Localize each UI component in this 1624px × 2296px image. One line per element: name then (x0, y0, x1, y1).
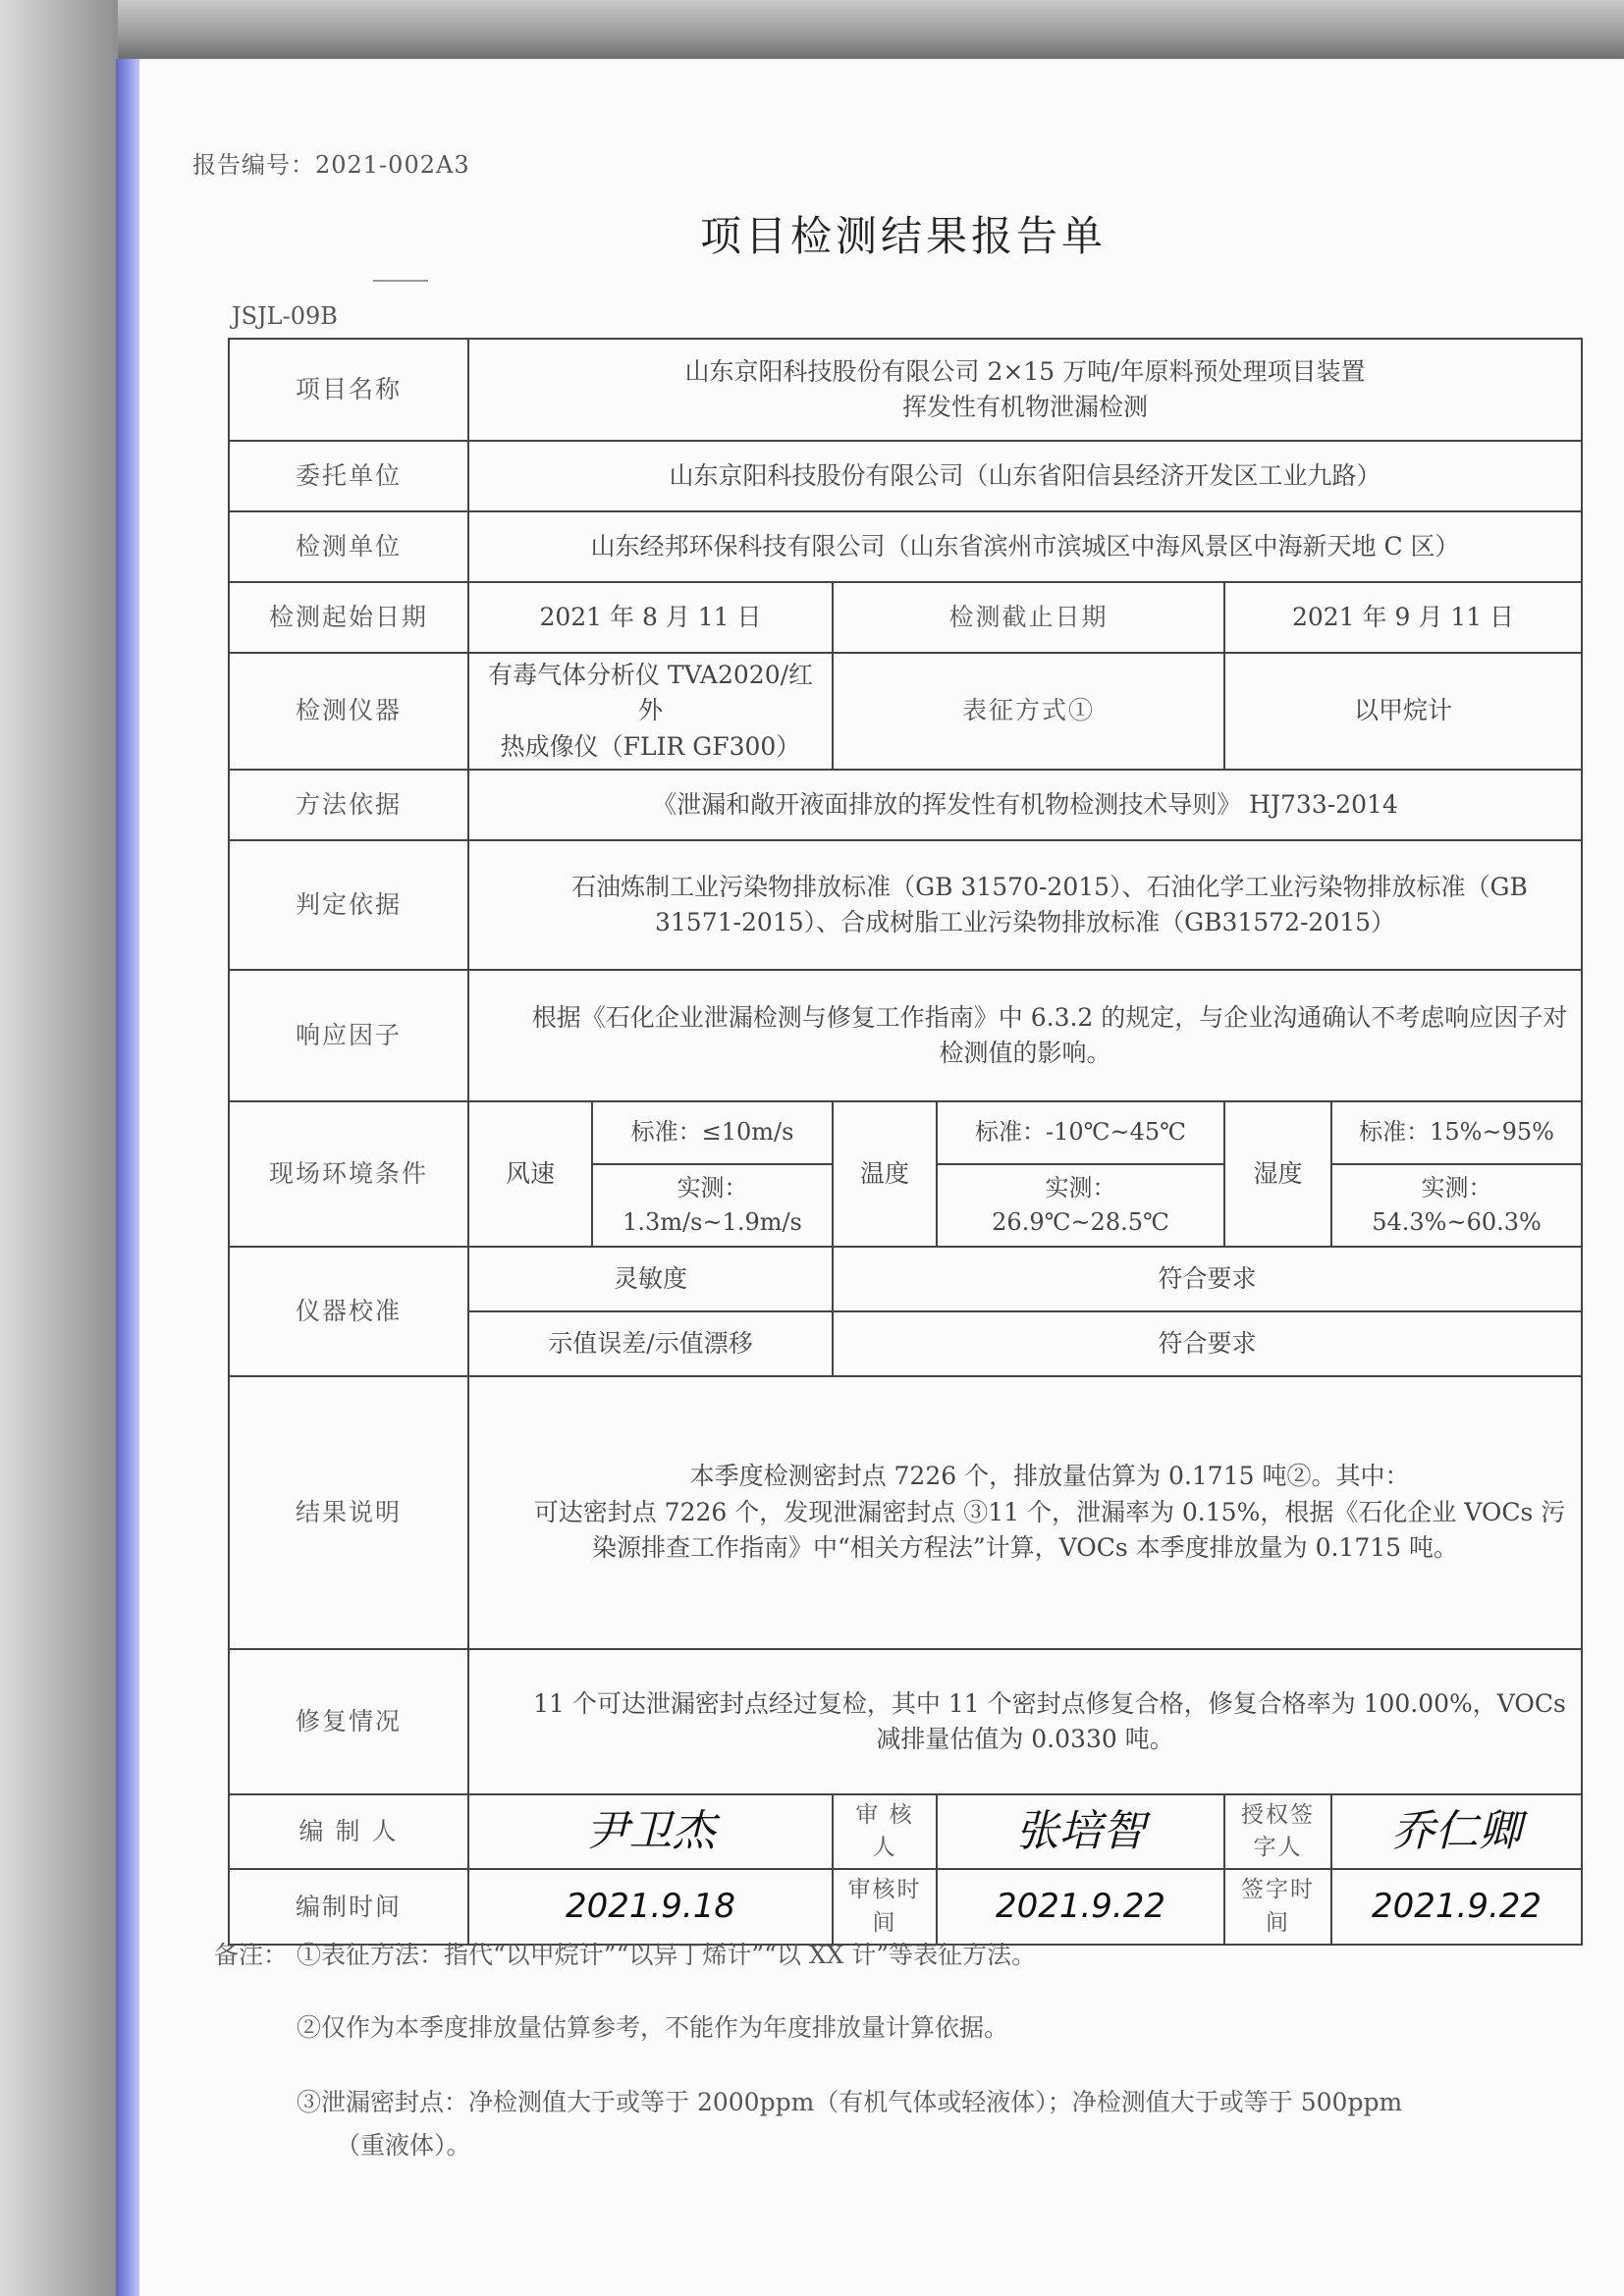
label-client: 委托单位 (229, 441, 468, 511)
scan-left-shadow (0, 0, 118, 2296)
signature-reviewer: 张培智 (937, 1794, 1224, 1870)
label-sign-time: 签字时间 (1224, 1869, 1331, 1945)
prepared-time: 2021.9.18 (468, 1869, 833, 1945)
humidity-standard: 标准：15%~95% (1331, 1101, 1582, 1164)
label-prepared-by: 编 制 人 (229, 1794, 468, 1870)
label-environment: 现场环境条件 (229, 1101, 468, 1247)
row-repair (229, 1649, 1582, 1794)
value-start-date: 2021 年 8 月 11 日 (468, 582, 833, 653)
sign-time: 2021.9.22 (1331, 1869, 1582, 1945)
note-3: ③泄漏密封点：净检测值大于或等于 2000ppm（有机气体或轻液体）；净检测值大于或等于 500ppm (297, 2088, 1403, 2116)
signature-authorized: 乔仁卿 (1331, 1794, 1582, 1870)
wind-standard: 标准：≤10m/s (592, 1101, 833, 1164)
label-tester: 检测单位 (229, 511, 468, 582)
label-humidity: 湿度 (1224, 1101, 1331, 1247)
label-method: 方法依据 (229, 770, 468, 840)
value-repair: 11 个可达泄漏密封点经过复检，其中 11 个密封点修复合格，修复合格率为 100.00%，VOCs 减排量估值为 0.0330 吨。 (468, 1649, 1582, 1794)
row-calibration-1 (229, 1247, 1582, 1311)
label-criteria: 判定依据 (229, 840, 468, 970)
label-calibration: 仪器校准 (229, 1247, 468, 1376)
note-1: ①表征方法：指代“以甲烷计”“以异丁烯计”“以 XX 计”等表征方法。 (297, 1941, 1037, 1969)
note-3-cont: （重液体）。 (336, 2131, 471, 2160)
label-response-factor: 响应因子 (229, 970, 468, 1101)
label-repair: 修复情况 (229, 1649, 468, 1794)
label-temperature: 温度 (833, 1101, 937, 1247)
value-characterization: 以甲烷计 (1224, 653, 1582, 770)
result-table (228, 338, 1583, 1946)
humidity-measured: 实测： 54.3%~60.3% (1331, 1164, 1582, 1247)
form-code: JSJL-09B (232, 302, 338, 330)
value-tester: 山东经邦环保科技有限公司（山东省滨州市滨城区中海风景区中海新天地 C 区） (468, 511, 1582, 582)
label-end-date: 检测截止日期 (833, 582, 1224, 653)
row-environment-standard (229, 1101, 1582, 1164)
binder-edge (116, 59, 139, 2296)
row-project-name (229, 339, 1582, 441)
review-time: 2021.9.22 (937, 1869, 1224, 1945)
temperature-standard: 标准：-10℃~45℃ (937, 1101, 1224, 1164)
scan-top-shadow (0, 0, 1624, 59)
label-result: 结果说明 (229, 1376, 468, 1649)
label-project-name: 项目名称 (229, 339, 468, 441)
notes-prefix: 备注： (214, 1941, 289, 1969)
temperature-measured: 实测： 26.9℃~28.5℃ (937, 1164, 1224, 1247)
label-authorized: 授权签字人 (1224, 1794, 1331, 1870)
note-2: ②仅作为本季度排放量估算参考，不能作为年度排放量计算依据。 (297, 2013, 1009, 2042)
wind-measured: 实测： 1.3m/s~1.9m/s (592, 1164, 833, 1247)
row-response-factor (229, 970, 1582, 1101)
page-title: 项目检测结果报告单 (699, 212, 1107, 260)
calibration-item-sensitivity: 灵敏度 (468, 1247, 833, 1311)
calibration-result-1: 符合要求 (833, 1247, 1582, 1311)
row-client (229, 441, 1582, 511)
row-method (229, 770, 1582, 840)
stamp-mark (373, 280, 428, 282)
value-project-name: 山东京阳科技股份有限公司 2×15 万吨/年原料预处理项目装置 挥发性有机物泄漏检测 (468, 339, 1582, 441)
row-tester (229, 511, 1582, 582)
value-end-date: 2021 年 9 月 11 日 (1224, 582, 1582, 653)
value-instrument: 有毒气体分析仪 TVA2020/红外 热成像仪（FLIR GF300） (468, 653, 833, 770)
value-response-factor: 根据《石化企业泄漏检测与修复工作指南》中 6.3.2 的规定，与企业沟通确认不考虑响应因子对检测值的影响。 (468, 970, 1582, 1101)
calibration-result-2: 符合要求 (833, 1311, 1582, 1376)
label-prepared-time: 编制时间 (229, 1869, 468, 1945)
calibration-item-error: 示值误差/示值漂移 (468, 1311, 833, 1376)
value-method: 《泄漏和敞开液面排放的挥发性有机物检测技术导则》 HJ733-2014 (468, 770, 1582, 840)
row-dates (229, 582, 1582, 653)
row-sign-times (229, 1869, 1582, 1945)
signature-prepared: 尹卫杰 (468, 1794, 833, 1870)
label-characterization: 表征方式① (833, 653, 1224, 770)
label-wind: 风速 (468, 1101, 592, 1247)
value-result: 本季度检测密封点 7226 个，排放量估算为 0.1715 吨②。其中： 可达密封点 7226 个，发现泄漏密封点 ③11 个，泄漏率为 0.15%，根据《石化企业 VOCs 污染源排查工作指南》中“相关方程法”计算，VOCs 本季度排放量为 0.1715 吨。 (468, 1376, 1582, 1649)
row-instrument (229, 653, 1582, 770)
row-signers (229, 1794, 1582, 1870)
label-reviewer: 审 核 人 (833, 1794, 937, 1870)
value-criteria: 石油炼制工业污染物排放标准（GB 31570-2015）、石油化学工业污染物排放标准（GB 31571-2015）、合成树脂工业污染物排放标准（GB31572-2015） (468, 840, 1582, 970)
label-instrument: 检测仪器 (229, 653, 468, 770)
row-result (229, 1376, 1582, 1649)
value-client: 山东京阳科技股份有限公司（山东省阳信县经济开发区工业九路） (468, 441, 1582, 511)
report-number: 报告编号：2021-002A3 (192, 151, 470, 179)
label-review-time: 审核时间 (833, 1869, 937, 1945)
row-criteria (229, 840, 1582, 970)
label-start-date: 检测起始日期 (229, 582, 468, 653)
